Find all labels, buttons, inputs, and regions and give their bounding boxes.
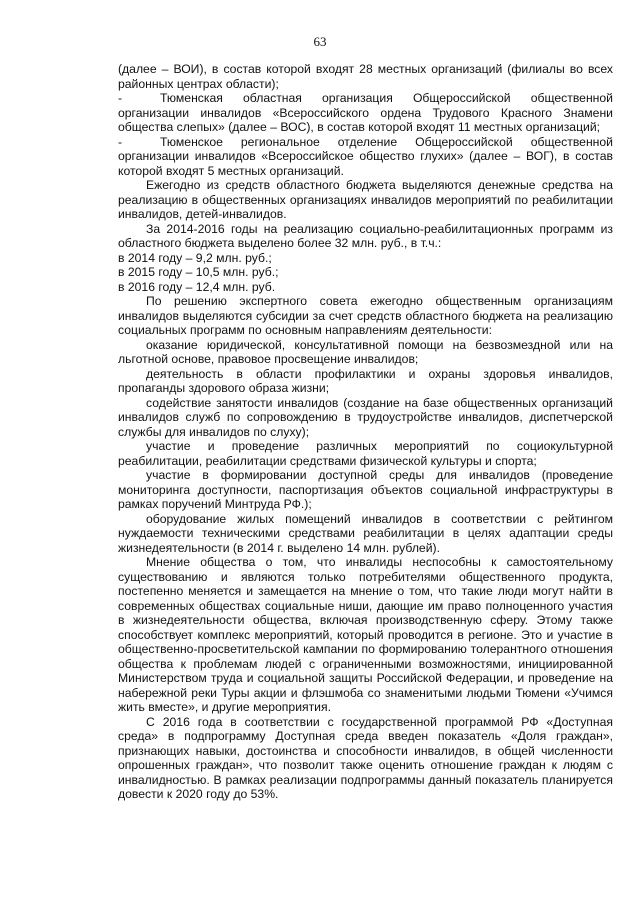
- direction-sociocultural: участие и проведение различных мероприятий по социокультурной реабилитации, реабилитации средствами физической культуры и спорта;: [118, 439, 613, 468]
- body-text: [118, 62, 613, 802]
- paragraph-expert-council: По решению экспертного совета ежегодно общественным организациям инвалидов выделяются субсидии за счет средств областного бюджета на реализацию социальных программ по основным направлениям деятельности:: [118, 294, 613, 337]
- list-item-vos: [118, 91, 613, 135]
- direction-employment: содействие занятости инвалидов (создание на базе общественных организаций инвалидов служб по сопровождению в трудоустройстве инвалидов, диспетчерской службы для инвалидов по слуху);: [118, 395, 613, 439]
- direction-accessible-environment: участие в формировании доступной среды для инвалидов (проведение мониторинга доступности, паспортизация объектов социальной инфраструктуры в рамках поручений Минтруда РФ.);: [118, 468, 613, 511]
- direction-housing-equipment: оборудование жилых помещений инвалидов в соответствии с рейтингом нуждаемости техническими средствами реабилитации в целях адаптации среды жизнедеятельности (в 2014 г. выделено 14 млн. рублей).: [118, 511, 613, 555]
- list-item-vos-text: Тюменская областная организация Общероссийской общественной организации инвалидов «Всероссийского ордена Трудового Красного Знамени общества слепых» (далее – ВОС), в состав которой входят 11 местных организаций;: [118, 91, 613, 134]
- paragraph-2014-2016: За 2014-2016 годы на реализацию социально-реабилитационных программ из областного бюджета выделено более 32 млн. руб., в т.ч.:: [118, 221, 613, 250]
- list-item-2015: в 2015 году – 10,5 млн. руб.;: [118, 265, 279, 279]
- paragraph-public-opinion: Мнение общества о том, что инвалиды неспособны к самостоятельному существованию и являются только потребителями общественного продукта, постепенно меняется и замещается на мнение о том, что такие люди могут найти в современных обществах социальные ниши, дающие им право полноценного участия в жизнедеятельности общества, включая производственную сферу. Этому также способствует комплекс мероприятий, который проводится в регионе. Это и участие в общественно-просветительской кампании по формированию толерантного отношения общества к проблемам людей с ограниченными возможностями, инициированной Министерством труда и социальной защиты Российской Федерации, и проведение на набережной реки Туры акции и флэшмоба со знаменитыми людьми Тюмени «Учимся жить вместе», и другие мероприятия.: [118, 555, 613, 714]
- list-item-2014: в 2014 году – 9,2 млн. руб.;: [118, 250, 272, 265]
- direction-legal-help: оказание юридической, консультативной помощи на безвозмездной или на льготной основе, правовое просвещение инвалидов;: [118, 337, 613, 366]
- paragraph-indicator-2016: С 2016 года в соответствии с государственной программой РФ «Доступная среда» в подпрограмму Доступная среда введен показатель «Доля граждан», признающих навыки, достоинства и способности инвалидов, в общей численности опрошенных граждан», что позволит также оценить отношение граждан к людям с инвалидностью. В рамках реализации подпрограммы данный показатель планируется довести к 2020 году до 53%.: [118, 714, 613, 801]
- paragraph-funding: Ежегодно из средств областного бюджета выделяются денежные средства на реализацию в общественных организациях инвалидов мероприятий по реабилитации инвалидов, детей-инвалидов.: [118, 178, 613, 221]
- list-item-2016: в 2016 году – 12,4 млн. руб.: [118, 279, 276, 294]
- direction-health: деятельность в области профилактики и охраны здоровья инвалидов, пропаганды здорового образа жизни;: [118, 366, 613, 395]
- list-dash-marker: -: [118, 134, 123, 149]
- list-item-vog: [118, 135, 613, 179]
- list-item-vog-text: Тюменское региональное отделение Общероссийской общественной организации инвалидов «Всероссийское общество глухих» (далее – ВОГ), в состав которой входят 5 местных организаций.: [118, 134, 613, 178]
- paragraph-voi-continuation: (далее – ВОИ), в состав которой входят 28 местных организаций (филиалы во всех районных центрах области);: [118, 62, 613, 91]
- page-number: 63: [313, 34, 327, 49]
- list-dash-marker: -: [118, 91, 123, 105]
